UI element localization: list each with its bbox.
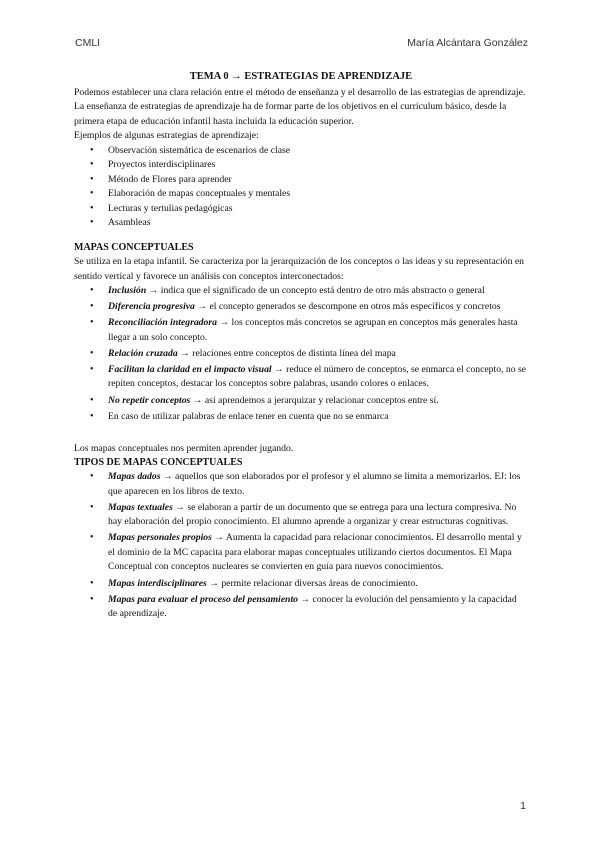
term: Inclusión	[108, 285, 147, 297]
term: Diferencia progresiva	[108, 301, 195, 313]
list-item: • Observación sistemática de escenarios de clase	[74, 144, 528, 159]
list-item: • Proyectos interdisciplinares	[74, 158, 528, 173]
header-left: CMLI	[75, 37, 101, 49]
page-number: 1	[520, 800, 526, 812]
list-item	[74, 300, 528, 315]
intro-paragraph: Podemos establecer una clara relación entre el método de enseñanza y el desarrollo de las estrategias de aprendizaje. La enseñanza de estrategias de aprendizaje ha de formar parte de los objetivos en el currículum básico, desde la primera etapa de educación infantil hasta incluida la educación superior.	[74, 86, 526, 127]
list-item	[74, 577, 528, 592]
list-item: • Método de Flores para aprender	[74, 173, 528, 188]
header-author: María Alcántara González	[407, 37, 528, 49]
examples-label: Ejemplos de algunas estrategias de aprendizaje:	[74, 130, 259, 141]
mapas-closing: Los mapas conceptuales nos permiten aprender jugando.	[74, 442, 294, 454]
term-description: → los conceptos más concretos se agrupan en conceptos más generales hasta llegar a un solo concepto.	[108, 317, 518, 343]
term: Mapas personales propios	[108, 532, 212, 544]
tipos-list	[74, 470, 528, 621]
term: Mapas interdisciplinares	[108, 577, 207, 589]
list-item: • Elaboración de mapas conceptuales y mentales	[74, 187, 528, 202]
mapas-intro: Se utiliza en la etapa infantil. Se caracteriza por la jerarquización de los conceptos o las ideas y su representación en sentido vertical y favorece un análisis con conceptos interconectados:	[74, 256, 525, 282]
term: Mapas para evaluar el proceso del pensamiento	[108, 593, 298, 605]
list-item	[74, 501, 528, 530]
term-description: → reduce el número de conceptos, se enmarca el concepto, no se repiten conceptos, destacar los conceptos sobre palabras, usando colores o enlaces.	[108, 363, 527, 390]
list-item: • Asambleas	[74, 216, 528, 231]
section-heading-mapas: MAPAS CONCEPTUALES	[74, 242, 194, 254]
term-description: → indica que el significado de un concepto está dentro de otro más abstracto o general	[148, 285, 485, 297]
term: Relación cruzada	[108, 347, 178, 359]
examples-list	[74, 144, 528, 232]
term-description: → el concepto generados se descompone en otros más específicos y concretos	[197, 301, 501, 313]
document-body	[74, 70, 528, 623]
list-item	[74, 347, 528, 362]
section-heading-tipos: TIPOS DE MAPAS CONCEPTUALES	[74, 457, 243, 469]
term-description: → así aprendemos a jerarquizar y relacionar conceptos entre sí.	[192, 394, 439, 406]
list-item	[74, 363, 528, 392]
list-item	[74, 394, 528, 409]
term: Reconciliación integradora	[108, 317, 217, 329]
list-item: • Lecturas y tertulias pedagógicas	[74, 202, 528, 217]
term-description: → aquellos que son elaborados por el profesor y el alumno se limita a memorizarlos. EJ: los que aparecen en los libros de texto.	[108, 471, 521, 497]
list-item	[74, 410, 528, 425]
list-item	[74, 470, 528, 499]
list-item	[74, 593, 528, 622]
term-description: En caso de utilizar palabras de enlace tener en cuenta que no se enmarca	[108, 410, 389, 422]
list-item	[74, 531, 528, 575]
term: Mapas textuales	[108, 501, 173, 513]
term: Facilitan la claridad en el impacto visual	[108, 363, 272, 375]
term-description: → se elaboran a partir de un documento que se entrega para una lectura compresiva. No hay elaboración del propio conocimiento. El alumno aprende a organizar y crear estructuras cognitivas.	[108, 501, 517, 528]
term-description: → Aumenta la capacidad para relacionar conocimientos. El desarrollo mental y el dominio de la MC capacita para elaborar mapas conceptuales utilizando ciertos documentos. El Mapa Conceptual con conceptos nucleares se convierten en guía para nuevos conocimientos.	[108, 532, 522, 573]
term: No repetir conceptos	[108, 394, 191, 406]
term-description: → relaciones entre conceptos de distinta línea del mapa	[180, 347, 396, 359]
term-description: → conocer la evolución del pensamiento y la capacidad de aprendizaje.	[108, 593, 517, 620]
term-description: → permite relacionar diversas áreas de conocimiento.	[209, 577, 418, 589]
list-item	[74, 284, 528, 299]
term: Mapas dados	[108, 471, 161, 483]
mapas-list	[74, 284, 528, 424]
page-title: TEMA 0 → ESTRATEGIAS DE APRENDIZAJE	[189, 71, 413, 82]
list-item	[74, 316, 528, 345]
